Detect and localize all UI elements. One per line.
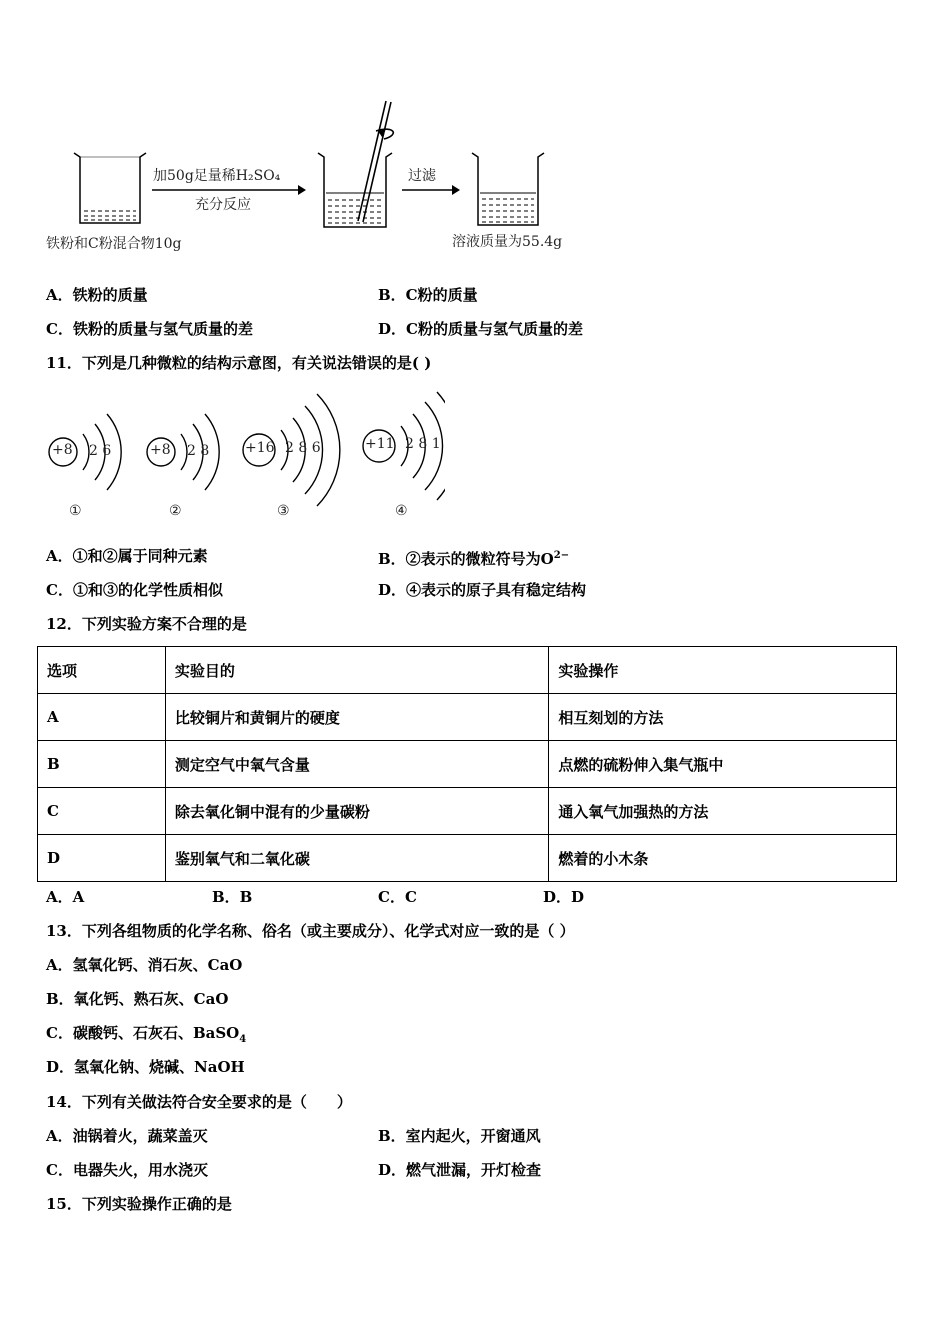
particle-3-shells: 2 8 6 — [285, 440, 321, 456]
row-b-option: B — [38, 741, 166, 788]
particle-1-label: ① — [69, 503, 82, 519]
glass-rod — [358, 101, 393, 222]
q14-option-d: D．燃气泄漏，开灯检查 — [378, 1161, 542, 1179]
solution-layer-3 — [480, 193, 536, 222]
q12-option-c: C．C — [378, 888, 417, 906]
q11-option-a: A．①和②属于同种元素 — [46, 547, 208, 565]
particle-1-nucleus: +8 — [52, 442, 73, 458]
header-operation: 实验操作 — [549, 647, 897, 694]
q15-stem: 15．下列实验操作正确的是 — [46, 1195, 232, 1213]
particle-1-shells: 2 6 — [89, 443, 112, 459]
solution-layer-2 — [326, 193, 384, 223]
q11-option-d: D．④表示的原子具有稳定结构 — [378, 581, 587, 599]
q12-stem: 12．下列实验方案不合理的是 — [46, 615, 247, 633]
q10-option-d: D．C粉的质量与氢气质量的差 — [378, 320, 583, 338]
q14-option-a: A．油锅着火，蔬菜盖灭 — [46, 1127, 208, 1145]
q12-option-d: D．D — [543, 888, 585, 906]
q10-option-a: A．铁粉的质量 — [46, 286, 148, 304]
row-a-purpose: 比较铜片和黄铜片的硬度 — [165, 694, 549, 741]
q13-option-a: A．氢氧化钙、消石灰、CaO — [46, 956, 243, 974]
powder-layer-1 — [84, 211, 136, 220]
q13-stem: 13．下列各组物质的化学名称、俗名（或主要成分）、化学式对应一致的是（ ） — [46, 922, 575, 940]
q12-option-a: A．A — [46, 888, 85, 906]
beaker-3 — [472, 153, 544, 225]
q13-option-c-text: C．碳酸钙、石灰石、BaSO — [46, 1024, 240, 1042]
row-d-operation: 燃着的小木条 — [549, 835, 897, 882]
q11-option-b — [378, 546, 569, 569]
particle-diagram — [45, 388, 445, 523]
row-a-option: A — [38, 694, 166, 741]
row-b-operation: 点燃的硫粉伸入集气瓶中 — [549, 741, 897, 788]
particle-4-shells: 2 8 1 — [405, 436, 441, 452]
table-row — [38, 694, 897, 741]
q11-option-b-text: B．②表示的微粒符号为O — [378, 550, 554, 568]
q14-stem: 14．下列有关做法符合安全要求的是（ ） — [46, 1093, 352, 1111]
particle-4-nucleus: +11 — [365, 436, 395, 452]
q13-option-c-subscript: 4 — [239, 1034, 247, 1045]
particle-3-nucleus: +16 — [245, 440, 275, 456]
row-c-purpose: 除去氧化铜中混有的少量碳粉 — [165, 788, 549, 835]
q10-option-c: C．铁粉的质量与氢气质量的差 — [46, 320, 253, 338]
row-d-purpose: 鉴别氧气和二氧化碳 — [165, 835, 549, 882]
q12-table — [37, 646, 897, 882]
q13-option-b: B．氧化钙、熟石灰、CaO — [46, 990, 229, 1008]
q13-option-d: D．氢氧化钠、烧碱、NaOH — [46, 1058, 245, 1076]
q10-option-b: B．C粉的质量 — [378, 286, 478, 304]
q12-option-b: B．B — [212, 888, 253, 906]
row-a-operation: 相互刻划的方法 — [549, 694, 897, 741]
q11-option-c: C．①和③的化学性质相似 — [46, 581, 223, 599]
row-c-option: C — [38, 788, 166, 835]
particle-3-label: ③ — [277, 503, 290, 519]
left-caption: 铁粉和C粉混合物10g — [46, 236, 182, 252]
header-option: 选项 — [38, 647, 166, 694]
table-row — [38, 741, 897, 788]
particle-2-label: ② — [169, 503, 182, 519]
particle-4-label: ④ — [395, 503, 408, 519]
header-purpose: 实验目的 — [165, 647, 549, 694]
q14-option-c: C．电器失火，用水浇灭 — [46, 1161, 208, 1179]
q14-option-b: B．室内起火，开窗通风 — [378, 1127, 541, 1145]
beaker-1 — [74, 153, 146, 223]
q11-option-b-superscript: 2− — [553, 550, 570, 561]
reaction-diagram — [40, 95, 600, 260]
row-c-operation: 通入氧气加强热的方法 — [549, 788, 897, 835]
q13-option-c — [46, 1023, 246, 1050]
row-d-option: D — [38, 835, 166, 882]
arrow-1-bottom-label: 充分反应 — [195, 197, 251, 213]
q11-stem: 11．下列是几种微粒的结构示意图，有关说法错误的是( ) — [46, 354, 432, 372]
right-caption: 溶液质量为55.4g — [452, 234, 563, 250]
table-header-row — [38, 647, 897, 694]
table-row — [38, 835, 897, 882]
arrow-2-top-label: 过滤 — [408, 168, 436, 184]
particle-2-nucleus: +8 — [150, 442, 171, 458]
table-row — [38, 788, 897, 835]
row-b-purpose: 测定空气中氧气含量 — [165, 741, 549, 788]
arrow-1-top-label: 加50g足量稀H₂SO₄ — [153, 168, 281, 184]
beaker-2 — [318, 153, 392, 227]
particle-2-shells: 2 8 — [187, 443, 210, 459]
